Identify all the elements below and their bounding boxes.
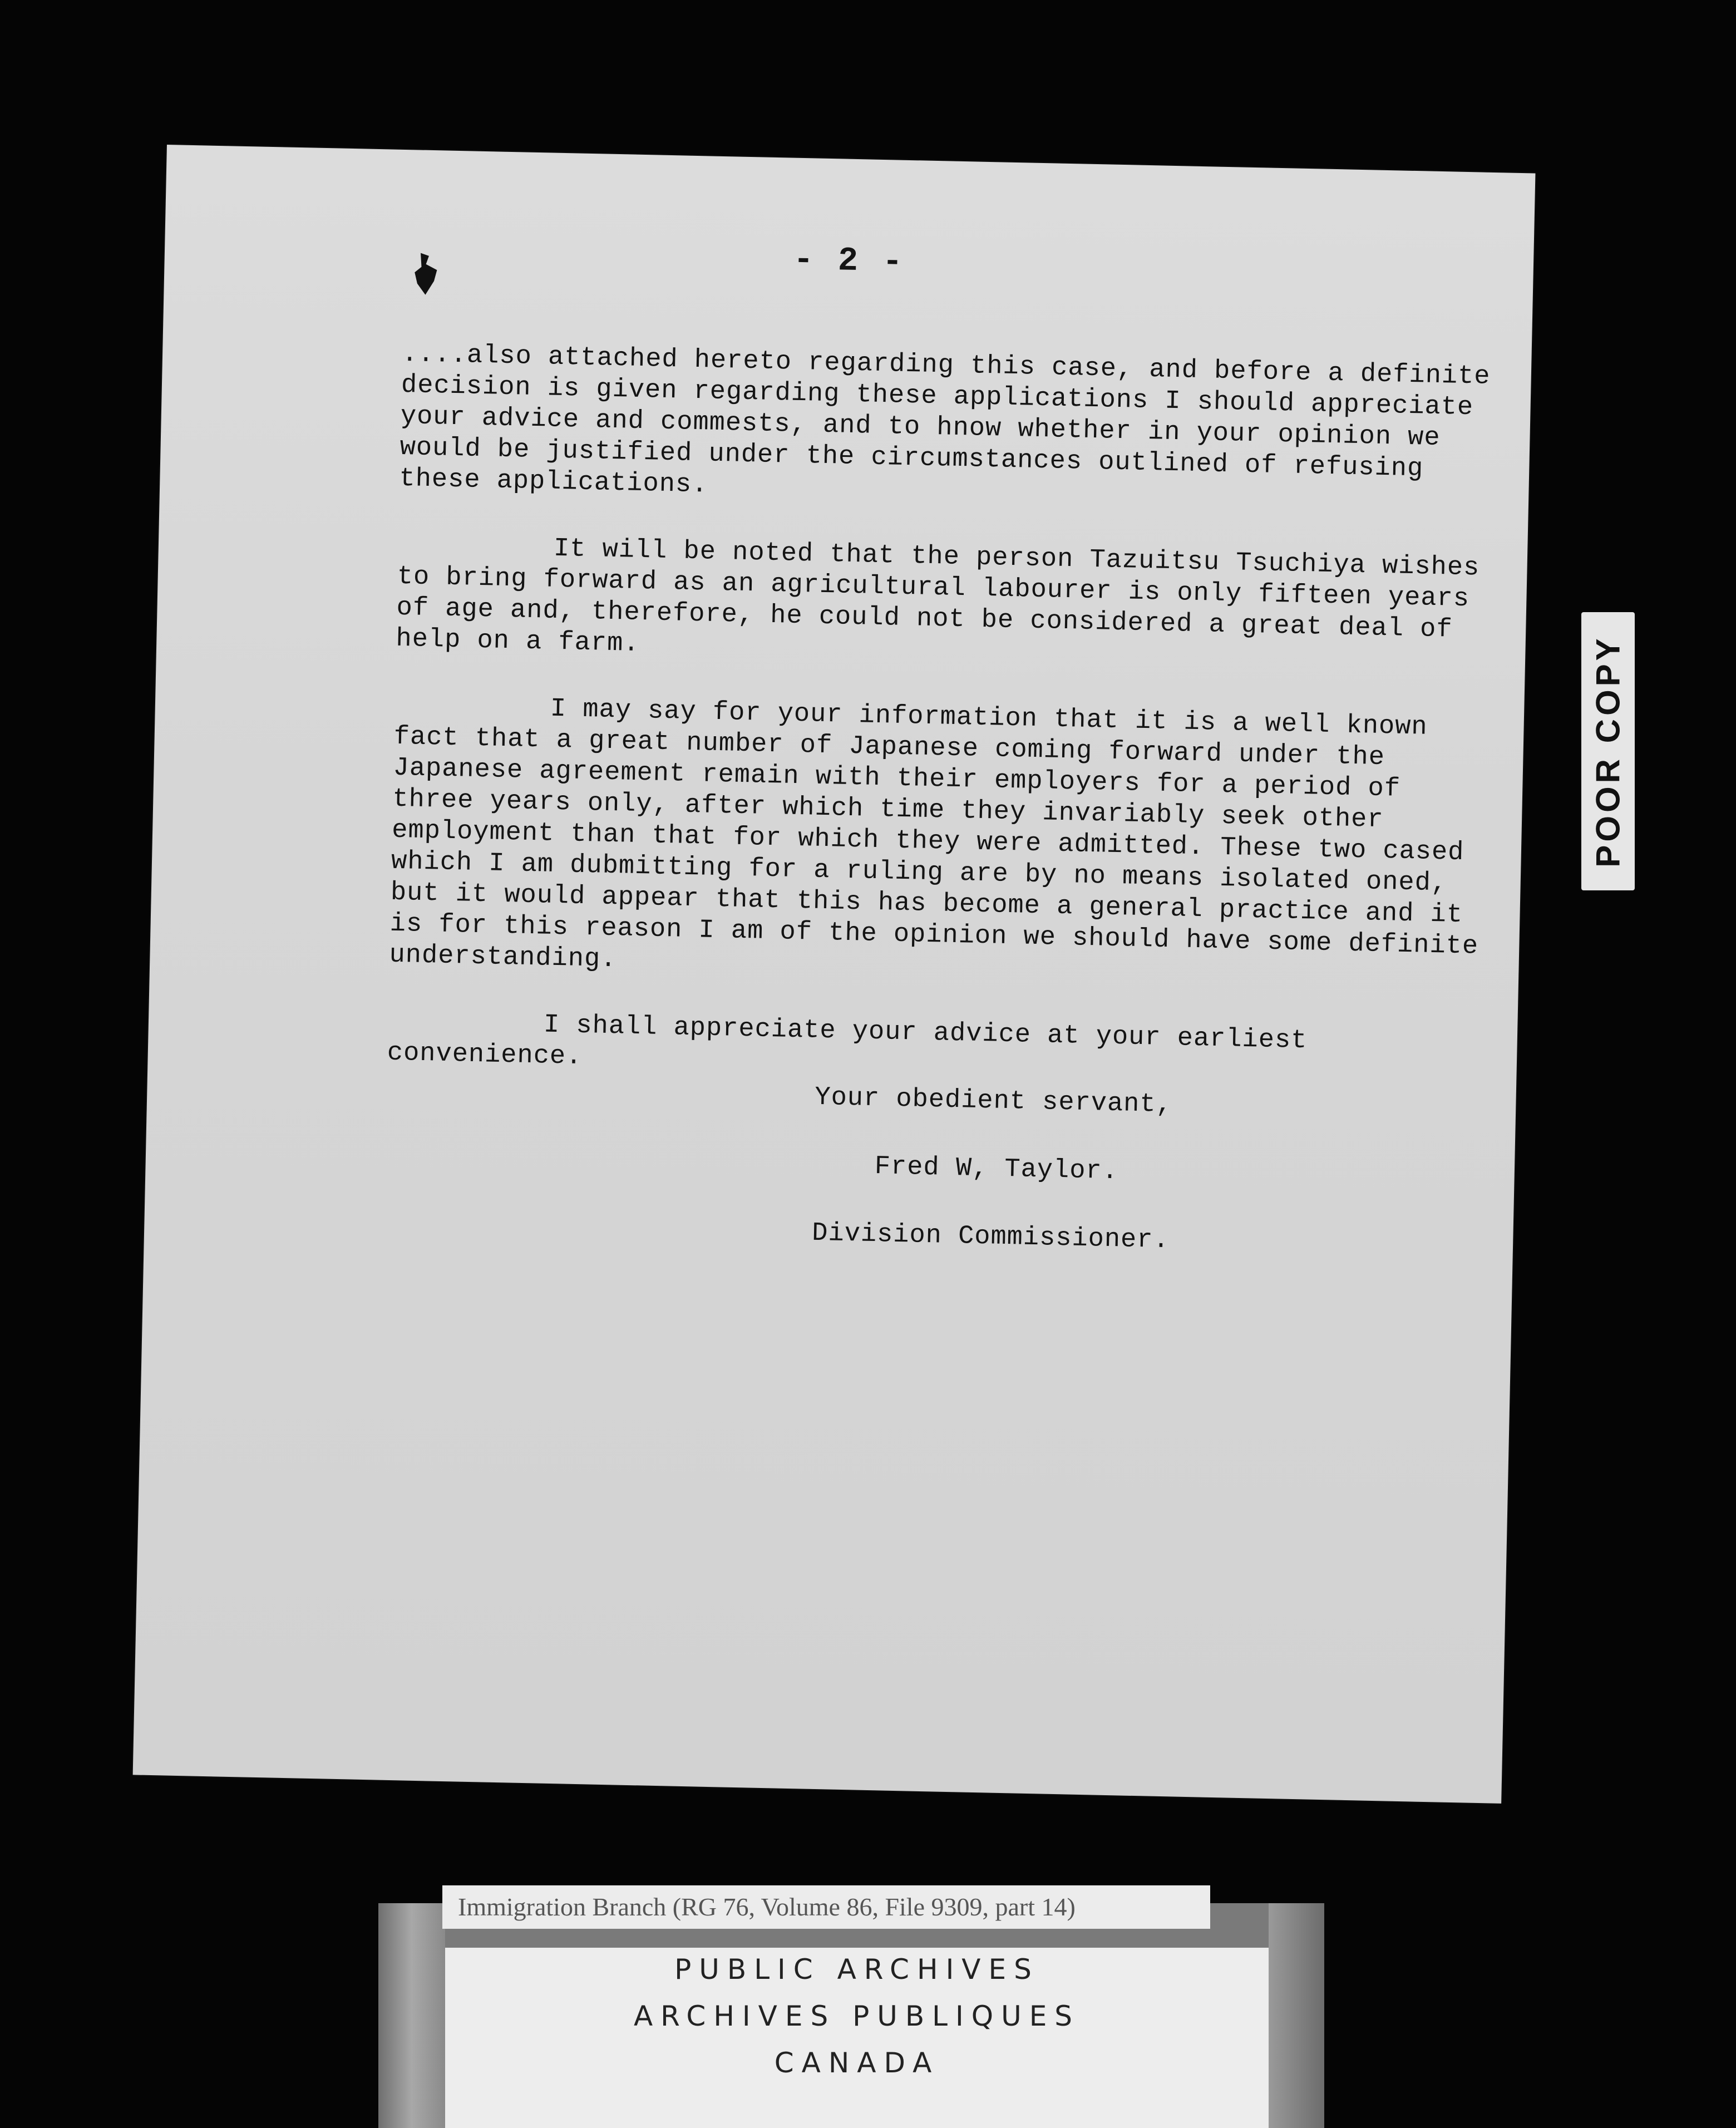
- letter-page: [133, 145, 1536, 1804]
- closing-salutation: Your obedient servant,: [814, 1082, 1173, 1120]
- signature-name: Fred W, Taylor.: [874, 1152, 1119, 1187]
- paragraph-1: ....also attached hereto regarding this case, and before a definite decision is given regarding these applications I should appreciate your advice and commests, and to hnow whether in your opinion we would be justified under the circumstances outlined of refusing these applications.: [398, 339, 1507, 500]
- poor-copy-text: POOR COPY: [1589, 635, 1627, 868]
- page-number: - 2 -: [793, 241, 905, 282]
- archive-stamp-right-edge: [1269, 1903, 1324, 2128]
- archive-line-canada: CANADA: [774, 2047, 940, 2079]
- archive-line-public-archives: PUBLIC ARCHIVES: [674, 1953, 1039, 1986]
- letter-body: [386, 339, 1507, 1127]
- letter-closing: [811, 1082, 1172, 1293]
- archive-reference-label: Immigration Branch (RG 76, Volume 86, File 9309, part 14): [442, 1885, 1210, 1929]
- archive-line-archives-publiques: ARCHIVES PUBLIQUES: [633, 2000, 1081, 2032]
- ink-smudge: [408, 250, 443, 301]
- signature-title: Division Commissioner.: [811, 1218, 1170, 1256]
- paragraph-4: I shall appreciate your advice at your earliest convenience.: [387, 1010, 1324, 1072]
- archive-stamp-left-edge: [378, 1903, 445, 2128]
- paragraph-2: It will be noted that the person Tazuitsu Tsuchiya wishes to bring forward as an agricultural labourer is only fifteen years of age and, therefore, he could not be considered a great deal of help on a farm.: [395, 534, 1497, 659]
- poor-copy-note: [1581, 612, 1635, 890]
- paragraph-3: I may say for your information that it is a well known fact that a great number of Japanese coming forward under the Japanese agreement remain with their employers for a period of three years only, after which time they invariably seek other employment than that for which they were admitted. These two cased which I am dubmitting for a ruling are by no means isolated oned, but it would appear that this has become a general practice and it is for this reason I am of the opinion we should have some definite understanding.: [389, 694, 1495, 975]
